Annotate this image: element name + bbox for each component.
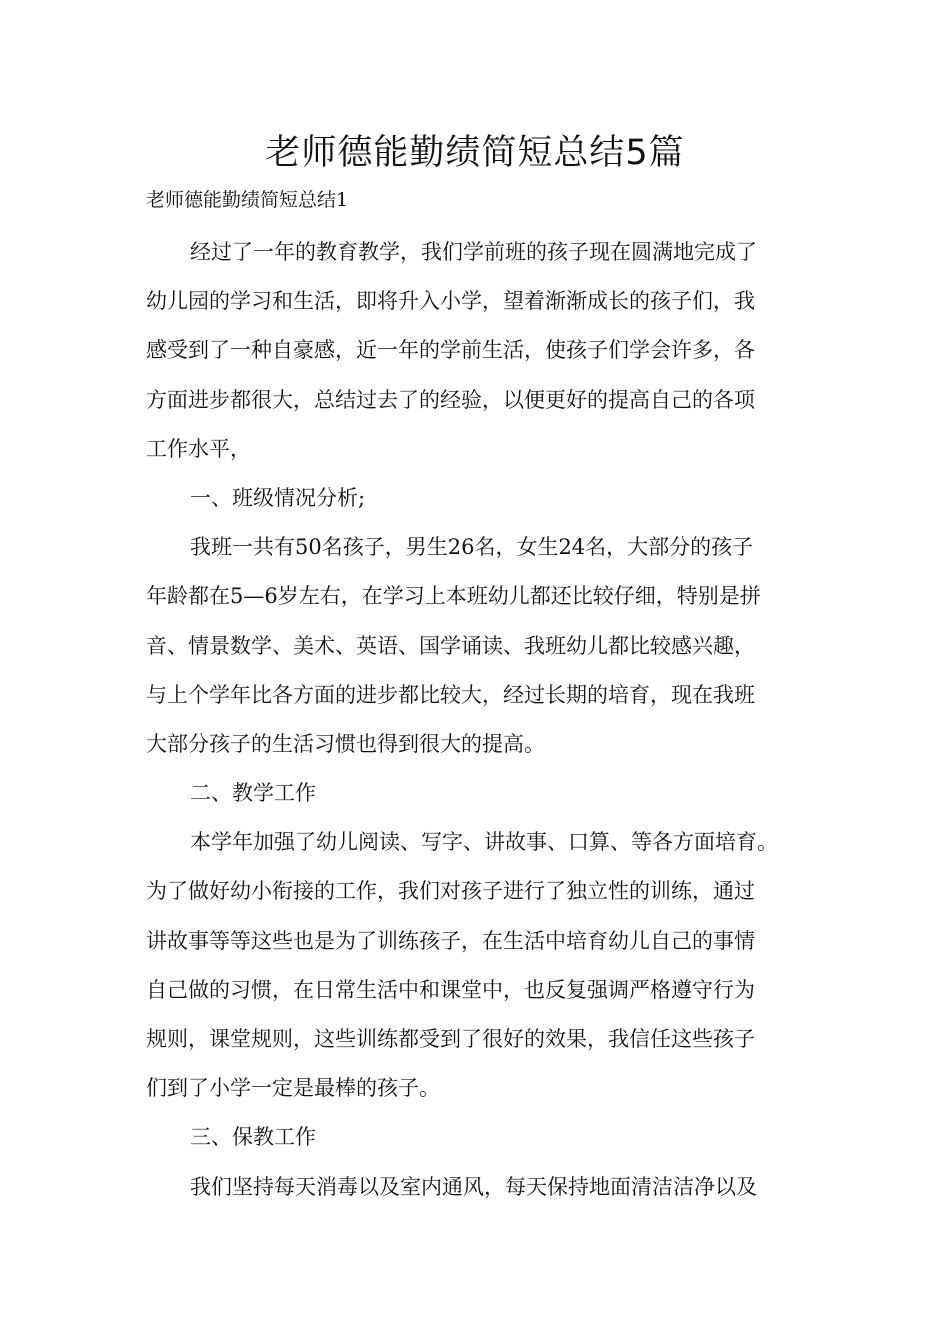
subheading: 二、教学工作 bbox=[190, 781, 316, 806]
paragraph-line: 我们坚持每天消毒以及室内通风，每天保持地面清洁洁净以及 bbox=[190, 1174, 757, 1199]
paragraph-line: 感受到了一种自豪感，近一年的学前生活，使孩子们学会许多，各 bbox=[146, 338, 755, 363]
paragraph-line: 方面进步都很大，总结过去了的经验，以便更好的提高自己的各项 bbox=[146, 387, 755, 412]
paragraph-line: 与上个学年比各方面的进步都比较大，经过长期的培育，现在我班 bbox=[146, 682, 755, 707]
paragraph-line: 自己做的习惯，在日常生活中和课堂中，也反复强调严格遵守行为 bbox=[146, 977, 755, 1002]
paragraph-line: 音、情景数学、美术、英语、国学诵读、我班幼儿都比较感兴趣， bbox=[146, 633, 755, 658]
document-title: 老师德能勤绩简短总结5篇 bbox=[265, 133, 685, 173]
paragraph-line: 们到了小学一定是最棒的孩子。 bbox=[146, 1076, 440, 1101]
paragraph-line: 幼儿园的学习和生活，即将升入小学，望着渐渐成长的孩子们，我 bbox=[146, 289, 755, 314]
paragraph-line: 为了做好幼小衔接的工作，我们对孩子进行了独立性的训练，通过 bbox=[146, 879, 755, 904]
paragraph-line: 年龄都在5—6岁左右，在学习上本班幼儿都还比较仔细，特别是拼 bbox=[146, 584, 761, 609]
subheading: 一、班级情况分析; bbox=[190, 485, 366, 510]
subheading: 三、保教工作 bbox=[190, 1125, 316, 1150]
paragraph-line: 本学年加强了幼儿阅读、写字、讲故事、口算、等各方面培育。 bbox=[190, 830, 778, 855]
paragraph-line: 讲故事等等这些也是为了训练孩子，在生活中培育幼儿自己的事情 bbox=[146, 928, 755, 953]
paragraph-line: 规则，课堂规则，这些训练都受到了很好的效果，我信任这些孩子 bbox=[146, 1027, 755, 1051]
paragraph-line: 大部分孩子的生活习惯也得到很大的提高。 bbox=[146, 731, 545, 756]
paragraph-line: 我班一共有50名孩子，男生26名，女生24名，大部分的孩子 bbox=[190, 535, 754, 560]
paragraph-line: 工作水平， bbox=[146, 436, 251, 461]
section-heading: 老师德能勤绩简短总结1 bbox=[146, 189, 349, 211]
paragraph-line: 经过了一年的教育教学，我们学前班的孩子现在圆满地完成了 bbox=[190, 240, 757, 264]
document-body bbox=[146, 228, 836, 1212]
